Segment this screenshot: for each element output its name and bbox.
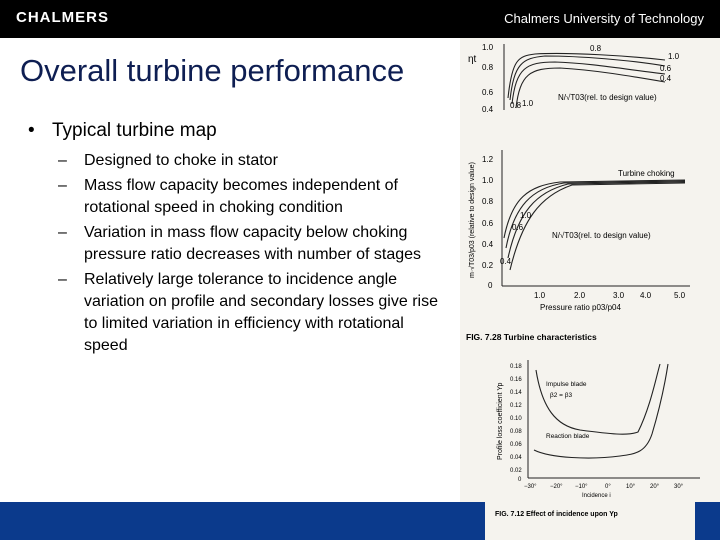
inc-xtick: −10° [575,484,588,490]
inc-xtick: 0° [605,484,611,490]
inc-ytick: 0.08 [510,429,522,435]
mf-ytick: 1.0 [482,176,494,185]
sub-bullet-text: Designed to choke in stator [84,152,278,169]
sub-bullet: – Variation in mass flow capacity below choking pressure ratio decreases with number of stages [58,224,422,263]
impulse-blade-sub: β2 = β3 [550,392,573,399]
incidence-plot [497,360,700,499]
mf-ytick: 0.8 [482,197,494,206]
eff-ytick: 0.8 [482,63,494,72]
sub-bullet-text: Variation in mass flow capacity below choking pressure ratio decreases with number of stages [84,224,422,263]
inc-ytick: 0.14 [510,390,522,396]
reaction-blade-label: Reaction blade [546,433,590,440]
efficiency-ylabel: ηt [468,54,477,65]
sub-bullet: – Mass flow capacity becomes independent of rotational speed in choking condition [58,177,398,216]
mf-xlabel: Pressure ratio p03/p04 [540,303,621,312]
impulse-blade-label: Impulse blade [546,381,587,388]
eff-ytick: 0.6 [482,88,494,97]
mf-ytick: 1.2 [482,155,494,164]
eff-curve-label: 0.4 [660,74,672,83]
inc-ytick: 0.16 [510,377,522,383]
sub-bullet-list [28,150,448,357]
massflow-ylabel: m·√T03/p03 (relative to design value) [469,162,476,278]
inc-ytick: 0.18 [510,364,522,370]
top-bar [0,0,720,38]
efficiency-plot [468,43,680,114]
mass-flow-plot [466,150,690,342]
slide-title: Overall turbine performance [20,53,405,88]
fig712-caption: FIG. 7.12 Effect of incidence upon Yp [495,511,618,518]
eff-ytick: 0.4 [482,105,494,114]
inc-ytick: 0.02 [510,468,522,474]
mf-xtick: 2.0 [574,291,586,300]
inc-ytick: 0.10 [510,416,522,422]
mf-xtick: 1.0 [534,291,546,300]
university-name: Chalmers University of Technology [504,11,704,26]
eff-low-label: 1.0 [522,99,534,108]
turbine-choking-label: Turbine choking [618,169,675,178]
textbook-figure-column [460,38,720,502]
mf-ytick: 0 [488,281,493,290]
bullet-list [28,120,448,360]
eff-ytick: 1.0 [482,43,494,52]
eff-speed-label: N/√T03(rel. to design value) [558,93,657,102]
mf-ytick: 0.6 [482,219,494,228]
inc-ytick: 0.04 [510,455,522,461]
sub-bullet: – Relatively large tolerance to incidence angle variation on profile and secondary losses give rise to limited variation in efficiency with rotational speed [58,271,438,354]
fig728-caption: FIG. 7.28 Turbine characteristics [466,332,597,342]
inc-xtick: 20° [650,484,660,490]
bullet-typical-turbine-map: • Typical turbine map [28,120,448,142]
chalmers-logo: CHALMERS [16,9,109,26]
incidence-ylabel: Profile loss coefficient Yp [497,382,504,460]
mf-xtick: 4.0 [640,291,652,300]
mf-ytick: 0.2 [482,261,494,270]
inc-ytick: 0.06 [510,442,522,448]
mf-curve-label: 1.0 [520,211,532,220]
mf-speed-label: N/√T03(rel. to design value) [552,231,651,240]
fig712-caption-box [485,502,695,540]
inc-xlabel: Incidence i [582,493,611,499]
eff-low-label: 0.8 [510,101,522,110]
mf-curve-label: 0.6 [512,223,524,232]
inc-xtick: −20° [550,484,563,490]
inc-xtick: 30° [674,484,684,490]
turbine-figures [460,38,720,502]
inc-xtick: 10° [626,484,636,490]
mf-ytick: 0.4 [482,240,494,249]
inc-ytick: 0.12 [510,403,522,409]
mf-xtick: 3.0 [613,291,625,300]
fig712-caption-svg [485,502,695,540]
sub-bullet-text: Relatively large tolerance to incidence angle variation on profile and secondary losses give rise to limited variation in efficiency with rotational speed [84,271,438,354]
sub-bullet: – Designed to choke in stator [58,152,278,169]
eff-curve-label: 0.8 [590,44,602,53]
mf-curve-label: 0.4 [500,257,512,266]
inc-xtick: −30° [524,484,537,490]
inc-ytick: 0 [518,477,522,483]
mf-xtick: 5.0 [674,291,686,300]
sub-bullet-text: Mass flow capacity becomes independent of rotational speed in choking condition [84,177,398,216]
eff-curve-label: 1.0 [668,52,680,61]
eff-curve-label: 0.6 [660,64,672,73]
